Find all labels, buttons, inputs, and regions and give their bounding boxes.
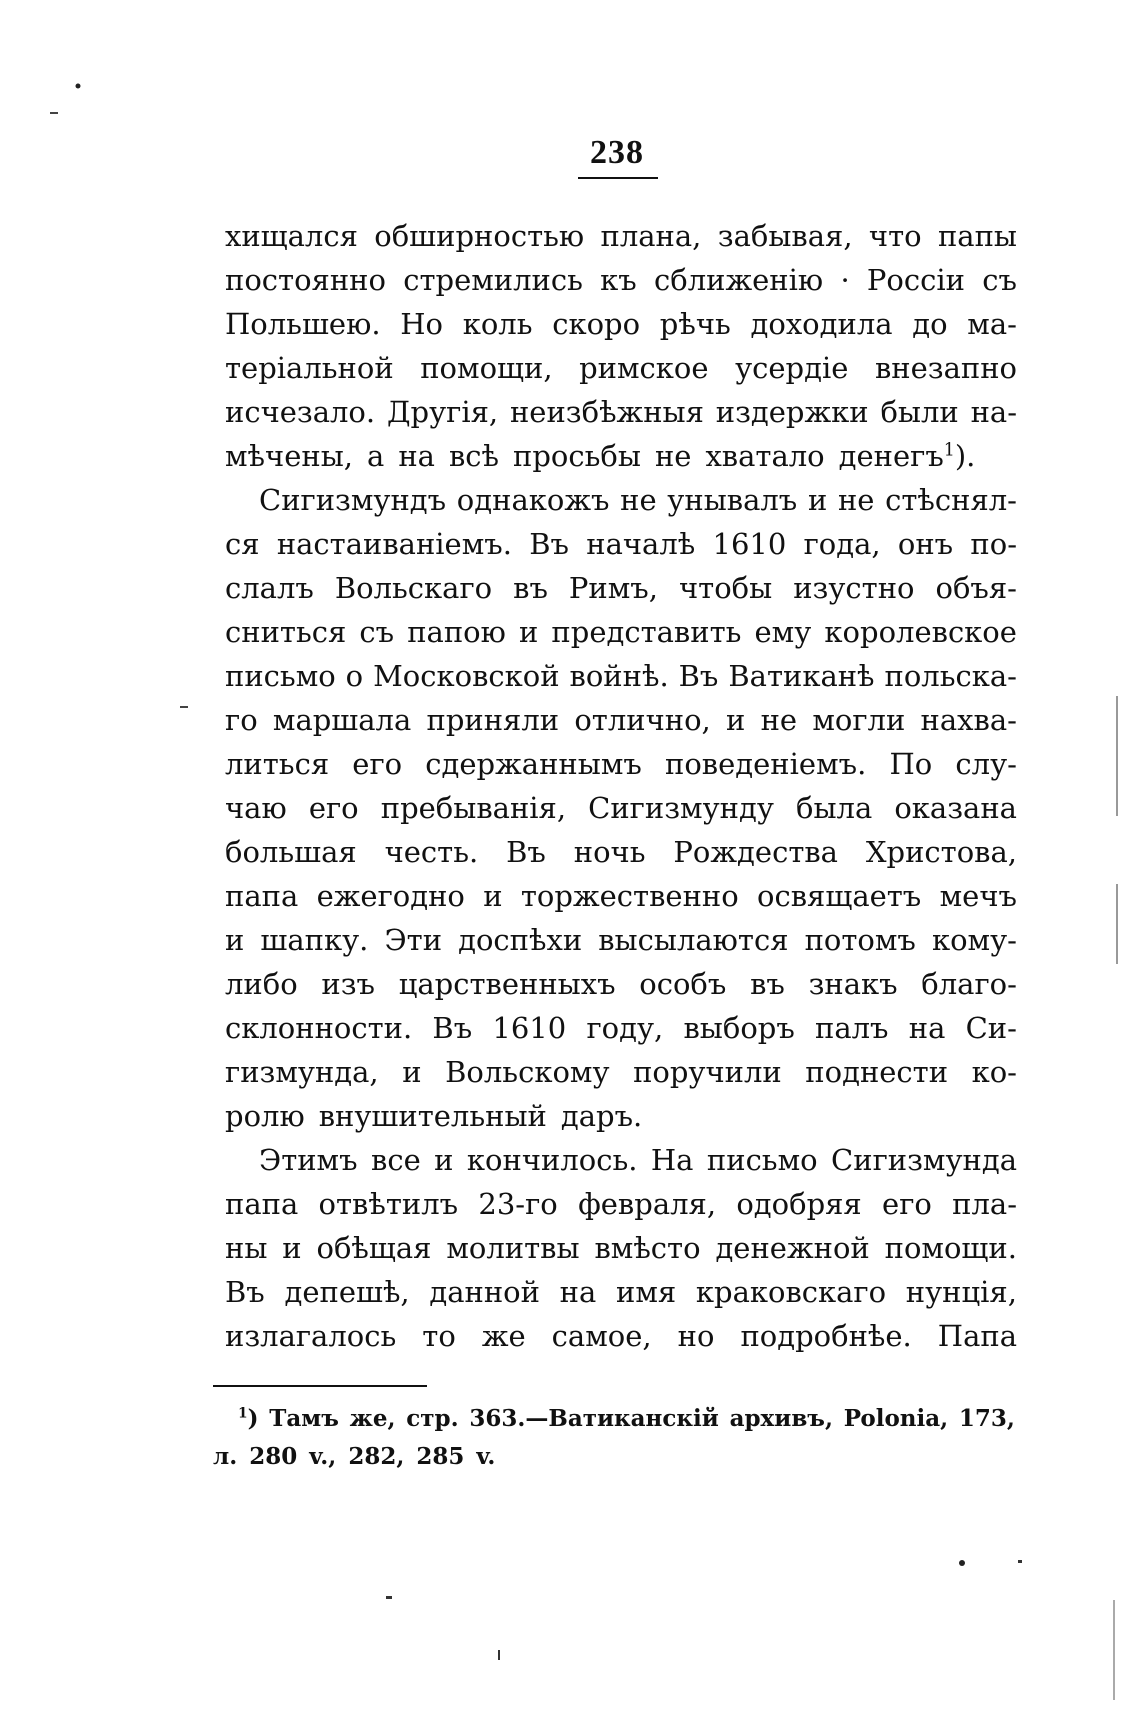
word: по- xyxy=(970,527,1017,561)
footnote-word: 173, xyxy=(958,1405,1015,1432)
word: самое, xyxy=(551,1319,652,1353)
word: неизбѣжныя xyxy=(509,395,704,429)
scan-speck xyxy=(180,706,188,708)
scan-speck xyxy=(386,1596,392,1599)
footnote-word: архивъ, xyxy=(729,1405,833,1432)
word: оказана xyxy=(894,791,1017,825)
word: Рождества xyxy=(673,835,838,869)
word: царственныхъ xyxy=(398,967,616,1001)
word: не xyxy=(837,483,875,517)
word: ежегодно xyxy=(316,879,465,913)
word: то xyxy=(422,1319,456,1353)
word: палъ xyxy=(815,1011,889,1045)
word: и xyxy=(434,1143,454,1177)
word: забывая, xyxy=(717,219,853,253)
word: римское xyxy=(579,351,709,385)
text-line xyxy=(225,390,1017,434)
word: плана, xyxy=(600,219,702,253)
word: краковскаго xyxy=(695,1275,887,1309)
word: на xyxy=(908,1011,946,1045)
word: · xyxy=(840,263,850,297)
text-line xyxy=(225,478,1017,522)
text-line xyxy=(225,1314,1017,1358)
word: Вольскому xyxy=(445,1055,610,1089)
word: Россіи xyxy=(866,263,965,297)
word: папа xyxy=(225,879,299,913)
word: не xyxy=(760,703,798,737)
text-line xyxy=(225,1182,1017,1226)
word: освящаетъ xyxy=(757,879,922,913)
word: пла- xyxy=(952,1187,1017,1221)
page-number-underline xyxy=(578,177,658,179)
scan-speck xyxy=(1116,884,1118,964)
word: теріальной xyxy=(225,351,394,385)
word: Эти xyxy=(384,923,443,957)
word: вмѣсто xyxy=(594,1231,701,1265)
word: и xyxy=(402,1055,422,1089)
text-line xyxy=(225,214,1017,258)
word: Польшею. xyxy=(225,307,381,341)
word: 23-го xyxy=(478,1187,558,1221)
word: его xyxy=(882,1187,932,1221)
word: Христова, xyxy=(865,835,1017,869)
word: сниться xyxy=(225,615,347,649)
word: папою xyxy=(407,615,506,649)
word: сдержаннымъ xyxy=(425,747,642,781)
word: знакъ xyxy=(808,967,898,1001)
word: польска- xyxy=(884,659,1017,693)
text-line xyxy=(225,698,1017,742)
word: Этимъ xyxy=(259,1143,358,1177)
word: отлично, xyxy=(574,703,711,737)
word: настаиваніемъ. xyxy=(276,527,512,561)
word: письмо xyxy=(706,1143,818,1177)
footnote-word: v. xyxy=(476,1443,496,1470)
text-line xyxy=(225,962,1017,1006)
word: обѣщая xyxy=(316,1231,432,1265)
word: просьбы xyxy=(513,439,641,473)
word: однакожъ xyxy=(456,483,610,517)
word: внезапно xyxy=(874,351,1017,385)
word: Въ xyxy=(529,527,569,561)
word: ему xyxy=(754,615,812,649)
text-line xyxy=(225,302,1017,346)
word: его xyxy=(308,791,359,825)
word: доспѣхи xyxy=(458,923,583,957)
word: отвѣтилъ xyxy=(318,1187,459,1221)
word: помощи. xyxy=(884,1231,1017,1265)
word: о xyxy=(345,659,364,693)
footnote-word: 282, xyxy=(348,1443,405,1470)
text-line xyxy=(225,742,1017,786)
text-line xyxy=(225,566,1017,610)
footnote-line xyxy=(213,1400,1015,1438)
word: особъ xyxy=(639,967,727,1001)
word: королевское xyxy=(824,615,1017,649)
word: торжественно xyxy=(520,879,739,913)
word: шапку. xyxy=(260,923,369,957)
word: исчезало. xyxy=(225,395,376,429)
scan-speck xyxy=(50,112,58,114)
word: потомъ xyxy=(804,923,916,957)
text-line xyxy=(225,1094,1017,1138)
word: ся xyxy=(225,527,260,561)
footnote-word: Polonia, xyxy=(843,1405,949,1432)
word: маршала xyxy=(272,703,412,737)
word: высылаются xyxy=(598,923,789,957)
word: Въ xyxy=(506,835,546,869)
word: молитвы xyxy=(446,1231,580,1265)
word: могли xyxy=(812,703,906,737)
scan-speck xyxy=(959,1560,965,1566)
word: поведеніемъ. xyxy=(665,747,867,781)
word: съ xyxy=(982,263,1017,297)
word: стремились xyxy=(403,263,583,297)
word: съ xyxy=(359,615,395,649)
word: въ xyxy=(750,967,785,1001)
word: унывалъ xyxy=(667,483,798,517)
scan-speck xyxy=(1116,696,1118,816)
word: Римъ, xyxy=(568,571,658,605)
text-line xyxy=(225,830,1017,874)
footnote-marker-group xyxy=(238,1400,259,1438)
footnote-word: 280 xyxy=(249,1443,298,1470)
word: папа xyxy=(225,1187,299,1221)
word: объя- xyxy=(935,571,1017,605)
text-line xyxy=(225,918,1017,962)
footnote-separator xyxy=(213,1385,427,1387)
word: же xyxy=(481,1319,526,1353)
word: Московской xyxy=(373,659,560,693)
word: Сигизмундъ xyxy=(259,483,447,517)
word: пребыванія, xyxy=(380,791,567,825)
text-line xyxy=(225,522,1017,566)
word: На xyxy=(650,1143,694,1177)
word: либо xyxy=(225,967,298,1001)
word: представить xyxy=(551,615,742,649)
word: помощи, xyxy=(420,351,553,385)
word: и xyxy=(282,1231,302,1265)
word: была xyxy=(795,791,873,825)
word: издержки xyxy=(715,395,869,429)
text-line xyxy=(225,434,1017,478)
word: скоро xyxy=(552,307,641,341)
word: склонности. xyxy=(225,1011,413,1045)
word: По xyxy=(889,747,933,781)
footnote-reference: 1 xyxy=(943,440,955,461)
footnote-word: 363.—Ватиканскій xyxy=(469,1405,719,1432)
scan-speck xyxy=(1113,1600,1115,1700)
word: усердіе xyxy=(735,351,849,385)
word: году, xyxy=(586,1011,664,1045)
word: его xyxy=(352,747,403,781)
word: Въ xyxy=(678,659,719,693)
word: Сигизмунда xyxy=(831,1143,1017,1177)
text-line xyxy=(225,1006,1017,1050)
body-text xyxy=(225,214,1017,1358)
word: на- xyxy=(970,395,1017,429)
word: 1610 xyxy=(712,527,787,561)
text-line xyxy=(225,786,1017,830)
text-line xyxy=(225,874,1017,918)
word: доходила xyxy=(750,307,893,341)
word: денегъ$^1$). xyxy=(838,439,976,473)
word: нунція, xyxy=(905,1275,1017,1309)
word: Другія, xyxy=(386,395,499,429)
word: Въ xyxy=(432,1011,473,1045)
footnote-line xyxy=(213,1438,1015,1476)
footnote-word: стр. xyxy=(406,1405,459,1432)
word: Въ xyxy=(225,1275,265,1309)
word: чаю xyxy=(225,791,287,825)
word: ны xyxy=(225,1231,268,1265)
word: до xyxy=(912,307,948,341)
scan-speck xyxy=(1018,1560,1022,1563)
word: кончилось. xyxy=(466,1143,638,1177)
word: большая xyxy=(225,835,357,869)
page-number: 238 xyxy=(590,134,644,171)
word: а xyxy=(367,439,385,473)
word: войнѣ. xyxy=(569,659,669,693)
word: ночь xyxy=(573,835,646,869)
word: не xyxy=(654,439,692,473)
text-line xyxy=(225,610,1017,654)
word: стѣснял- xyxy=(885,483,1017,517)
text-line xyxy=(225,1226,1017,1270)
word: но xyxy=(677,1319,715,1353)
word: всѣ xyxy=(448,439,499,473)
footnote-marker: 1 xyxy=(238,1405,248,1422)
word: февраля, xyxy=(578,1187,717,1221)
word: обширностью xyxy=(374,219,585,253)
word: данной xyxy=(429,1275,540,1309)
word: кому- xyxy=(931,923,1017,957)
text-line xyxy=(225,258,1017,302)
text-line xyxy=(225,1050,1017,1094)
word: выборъ xyxy=(683,1011,795,1045)
punctuation: ). xyxy=(954,439,976,473)
word: слу- xyxy=(955,747,1017,781)
word: письмо xyxy=(225,659,336,693)
word: мѣчены, xyxy=(225,439,354,473)
word: денежной xyxy=(715,1231,870,1265)
word: постоянно xyxy=(225,263,386,297)
word: литься xyxy=(225,747,330,781)
word: изъ xyxy=(321,967,375,1001)
word: года, xyxy=(803,527,881,561)
word: го xyxy=(225,703,258,737)
word: Ватиканѣ xyxy=(728,659,875,693)
footnotes xyxy=(213,1400,1015,1476)
word: началѣ xyxy=(586,527,696,561)
footnote-word: Тамъ xyxy=(269,1405,339,1432)
word: поручили xyxy=(633,1055,782,1089)
word: гизмунда, xyxy=(225,1055,379,1089)
word: приняли xyxy=(426,703,560,737)
word: коль xyxy=(462,307,533,341)
word: и xyxy=(518,615,539,649)
word: папы xyxy=(937,219,1017,253)
word: депешѣ, xyxy=(284,1275,410,1309)
word: честь. xyxy=(384,835,479,869)
word: одобряя xyxy=(736,1187,862,1221)
word: ко- xyxy=(971,1055,1017,1089)
word: сближенію xyxy=(654,263,824,297)
word: Вольскаго xyxy=(334,571,493,605)
text-line xyxy=(225,1138,1017,1182)
word: подробнѣе. xyxy=(740,1319,912,1353)
word: и xyxy=(225,923,245,957)
word: были xyxy=(880,395,959,429)
word: ролю xyxy=(225,1099,305,1133)
word: къ xyxy=(600,263,637,297)
footnote-word: ) xyxy=(247,1405,259,1432)
word: что xyxy=(868,219,922,253)
word: ма- xyxy=(967,307,1017,341)
word: Папа xyxy=(937,1319,1017,1353)
word: имя xyxy=(615,1275,677,1309)
footnote-word: v., xyxy=(309,1443,337,1470)
word: въ xyxy=(513,571,548,605)
word: не xyxy=(620,483,657,517)
word: излагалось xyxy=(225,1319,397,1353)
text-line xyxy=(225,346,1017,390)
word: внушительный xyxy=(318,1099,547,1133)
word: хищался xyxy=(225,219,358,253)
word: Сигизмунду xyxy=(588,791,774,825)
word: нахва- xyxy=(920,703,1017,737)
word: и xyxy=(726,703,746,737)
word: 1610 xyxy=(492,1011,567,1045)
word: все xyxy=(371,1143,421,1177)
word: на xyxy=(398,439,435,473)
word: мечъ xyxy=(939,879,1017,913)
word: на xyxy=(559,1275,597,1309)
text-line xyxy=(225,654,1017,698)
word: рѣчь xyxy=(659,307,731,341)
word: поднести xyxy=(805,1055,949,1089)
word: и xyxy=(807,483,828,517)
word: Но xyxy=(400,307,444,341)
word: чтобы xyxy=(678,571,773,605)
footnote-word: л. xyxy=(213,1443,238,1470)
scan-speck xyxy=(76,84,81,89)
text-line xyxy=(225,1270,1017,1314)
word: Си- xyxy=(965,1011,1017,1045)
word: онъ xyxy=(897,527,954,561)
word: и xyxy=(483,879,503,913)
word: хватало xyxy=(705,439,825,473)
word: слалъ xyxy=(225,571,314,605)
word: изустно xyxy=(793,571,915,605)
word: даръ. xyxy=(560,1099,643,1133)
scan-speck xyxy=(498,1650,500,1660)
word: благо- xyxy=(921,967,1017,1001)
footnote-word: 285 xyxy=(416,1443,465,1470)
footnote-word: же, xyxy=(349,1405,396,1432)
